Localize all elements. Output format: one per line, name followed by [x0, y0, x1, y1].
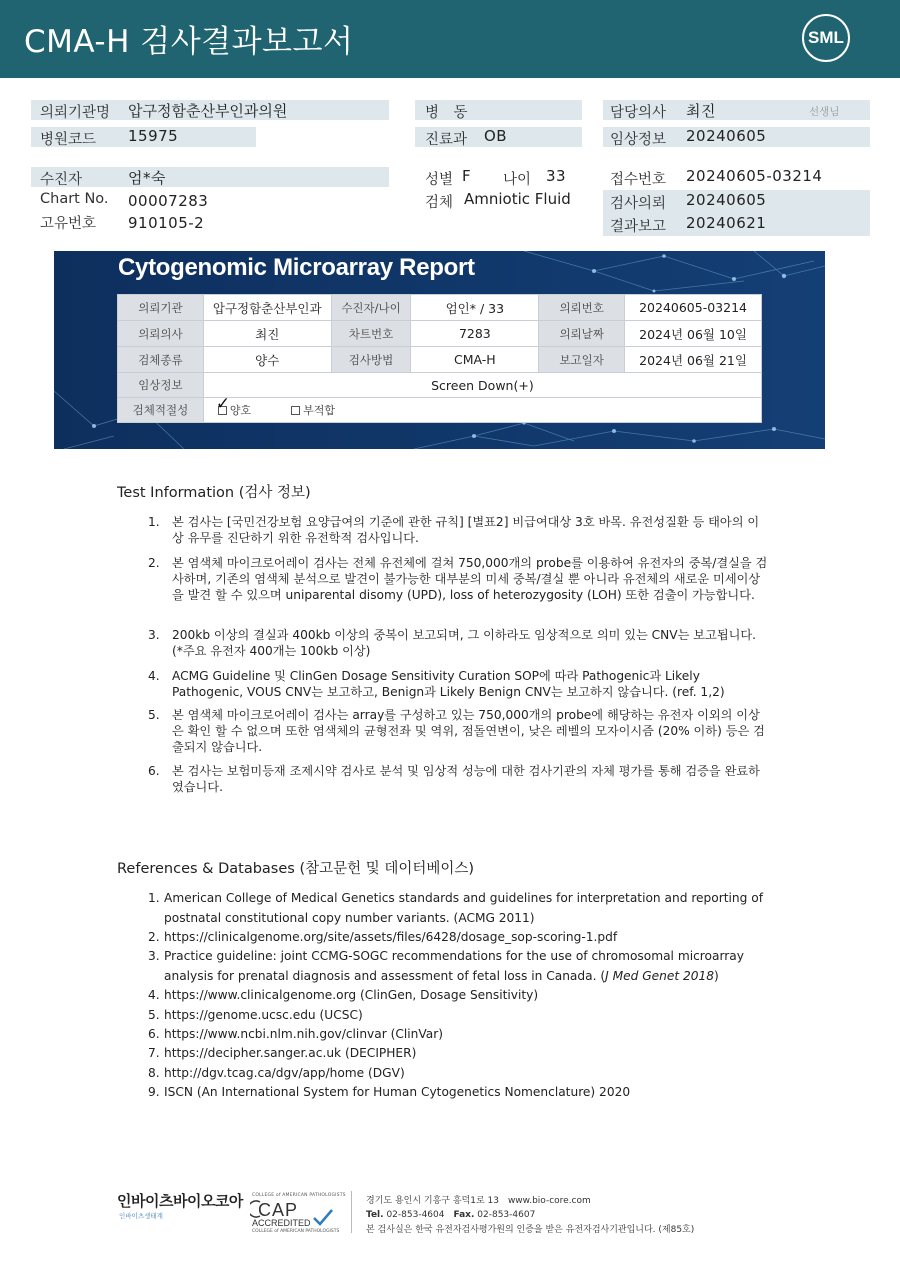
- item-number: 3.: [148, 628, 160, 642]
- test-info-item: [148, 707, 768, 755]
- cell-clinical-value: Screen Down(+): [203, 373, 761, 398]
- ref-number: 4.: [148, 988, 160, 1002]
- ward-label: 병 동: [425, 105, 468, 121]
- specimen-label: 검체: [425, 195, 454, 211]
- name-row-bg: [31, 167, 389, 187]
- cell-patient-label: 수진자/나이: [331, 295, 411, 321]
- cap-check-icon: [312, 1208, 334, 1226]
- cell-reqno-label: 의뢰번호: [539, 295, 625, 321]
- unique-label: 고유번호: [40, 216, 97, 232]
- item-text: 본 염색체 마이크로어레이 검사는 array를 구성하고 있는 750,000개의 probe에 해당하는 유전자 이외의 이상은 확인 할 수 없으며 또한 염색체의 균형전좌 및 역위, 점돌연변이, 낮은 레벨의 모자이시즘 (20% 이하) 등은 검출되지 않습니다.: [172, 708, 765, 754]
- report-label: 결과보고: [610, 219, 667, 235]
- cell-patient-value: 엄인* / 33: [411, 295, 539, 321]
- name-label: 수진자: [40, 172, 83, 188]
- cell-chart-value: 7283: [411, 321, 539, 347]
- option-good-label: 양호: [229, 404, 252, 417]
- ref-number: 7.: [148, 1046, 160, 1060]
- company-sub: 인바이츠생태계: [119, 1212, 163, 1220]
- ref-number: 5.: [148, 1008, 160, 1022]
- ref-number: 8.: [148, 1066, 160, 1080]
- report-banner: [54, 251, 825, 449]
- item-text: 본 염색체 마이크로어레이 검사는 전체 유전체에 걸쳐 750,000개의 probe를 이용하여 유전자의 중복/결실을 검사하며, 기존의 염색체 분석으로 발견이 불가능한 대부분의 미세 중복/결실 뿐 아니라 유전체의 새로운 미세이상을 발견 할 수 있으며 uniparental disomy (UPD), loss of heterozygosity (LOH) 또한 검출이 가능합니다.: [172, 556, 768, 602]
- option-bad-label: 부적합: [303, 404, 335, 417]
- item-text: ACMG Guideline 및 ClinGen Dosage Sensitivity Curation SOP에 따라 Pathogenic과 Likely Pathogenic, VOUS CNV는 보고하고, Benign과 Likely Benign CNV는 보고하지 않습니다. (ref. 1,2): [172, 669, 725, 699]
- cap-seal-icon: [250, 1200, 262, 1218]
- logo-text: SML: [808, 28, 844, 47]
- cap-bottom-text: COLLEGE of AMERICAN PATHOLOGISTS: [252, 1229, 340, 1234]
- check-mark-icon: ✓: [215, 394, 231, 414]
- institution-label: 의뢰기관명: [40, 105, 111, 121]
- test-info-title: Test Information (검사 정보): [117, 485, 311, 501]
- checkbox-empty-icon: [291, 406, 300, 415]
- test-info-item: [148, 763, 768, 795]
- cell-method-label: 검사방법: [331, 347, 411, 373]
- tel-value: 02-853-4604: [386, 1210, 445, 1220]
- chart-label: Chart No.: [40, 191, 109, 207]
- page-title: CMA-H 검사결과보고서: [24, 24, 354, 60]
- cap-accredited: ACCREDITED: [252, 1218, 311, 1228]
- cell-repdate-value: 2024년 06월 21일: [625, 347, 762, 373]
- test-info-item: [148, 627, 768, 659]
- request-label: 검사의뢰: [610, 196, 667, 212]
- clinical-value: 20240605: [686, 127, 767, 145]
- institution-value: 압구정함춘산부인과의원: [128, 102, 288, 120]
- doctor-label: 담당의사: [610, 105, 667, 121]
- cell-doctor-label: 의뢰의사: [118, 321, 204, 347]
- cap-top-text: COLLEGE of AMERICAN PATHOLOGISTS: [252, 1193, 346, 1198]
- ref-text: https://www.clinicalgenome.org (ClinGen, Dosage Sensitivity): [164, 988, 539, 1002]
- ref-number: 9.: [148, 1085, 160, 1099]
- ref-number: 2.: [148, 930, 160, 944]
- ref-number: 1.: [148, 891, 160, 905]
- hospital-code-label: 병원코드: [40, 132, 97, 148]
- hospital-code-value: 15975: [128, 127, 179, 145]
- item-number: 1.: [148, 515, 160, 529]
- receipt-label: 접수번호: [610, 172, 667, 188]
- item-number: 6.: [148, 764, 160, 778]
- footer-contact: [366, 1207, 535, 1220]
- cell-adequacy-value: [203, 394, 761, 423]
- test-info-item: [148, 555, 768, 619]
- ref-text: https://www.ncbi.nlm.nih.gov/clinvar (ClinVar): [164, 1027, 443, 1041]
- ref-number: 6.: [148, 1027, 160, 1041]
- test-info-item: [148, 514, 768, 546]
- chart-value: 00007283: [128, 192, 209, 210]
- ref-text: American College of Medical Genetics standards and guidelines for interpretation and reporting of postnatal constitutional copy number variants. (ACMG 2011): [164, 891, 764, 925]
- footer-address: 경기도 용인시 기흥구 흥덕1로 13 www.bio-core.com: [366, 1196, 591, 1206]
- cell-chart-label: 차트번호: [331, 321, 411, 347]
- item-number: 2.: [148, 556, 160, 570]
- ref-text: https://decipher.sanger.ac.uk (DECIPHER): [164, 1046, 417, 1060]
- ref-text: http://dgv.tcag.ca/dgv/app/home (DGV): [164, 1066, 405, 1080]
- cell-adequacy-label: 검체적절성: [118, 398, 204, 423]
- ref-tail: ): [714, 968, 719, 983]
- cell-spec-value: 양수: [203, 347, 331, 373]
- footer-divider: [351, 1191, 352, 1233]
- age-label: 나이: [503, 172, 532, 188]
- unique-value: 910105-2: [128, 214, 205, 232]
- name-value: 엄*숙: [128, 169, 166, 187]
- cell-inst-label: 의뢰기관: [118, 295, 204, 321]
- cell-spec-label: 검체종류: [118, 347, 204, 373]
- ref-text: https://clinicalgenome.org/site/assets/files/6428/dosage_sop-scoring-1.pdf: [164, 930, 618, 944]
- footer-notice: 본 검사실은 한국 유전자검사평가원의 인증을 받은 유전자검사기관입니다. (제85호): [366, 1225, 695, 1235]
- ref-text: https://genome.ucsc.edu (UCSC): [164, 1008, 363, 1022]
- ref-text: [164, 947, 788, 986]
- cell-clinical-label: 임상정보: [118, 373, 204, 398]
- age-value: 33: [546, 167, 567, 185]
- cell-repdate-label: 보고일자: [539, 347, 625, 373]
- ref-number: 3.: [148, 949, 160, 963]
- company-logo: 인바이츠바이오코아: [117, 1192, 243, 1210]
- item-number: 5.: [148, 708, 160, 722]
- banner-title: Cytogenomic Microarray Report: [118, 254, 475, 281]
- cell-reqdate-value: 2024년 06월 10일: [625, 321, 762, 347]
- option-bad: [291, 404, 335, 417]
- cell-doctor-value: 최진: [203, 321, 331, 347]
- cap-logo: CAP: [258, 1200, 299, 1220]
- item-text: 본 검사는 보험미등재 조제시약 검사로 분석 및 임상적 성능에 대한 검사기관의 자체 평가를 통해 검증을 완료하였습니다.: [172, 764, 760, 794]
- specimen-value: Amniotic Fluid: [464, 190, 571, 208]
- sex-label: 성별: [425, 172, 454, 188]
- tel-label: Tel.: [366, 1210, 384, 1220]
- dept-label: 진료과: [425, 132, 468, 148]
- doctor-value: 최진: [686, 102, 716, 120]
- dept-value: OB: [484, 127, 508, 145]
- cell-reqno-value: 20240605-03214: [625, 295, 762, 321]
- fax-value: 02-853-4607: [477, 1210, 536, 1220]
- cell-inst-value: 압구정함춘산부인과: [203, 295, 331, 321]
- ref-text: ISCN (An International System for Human Cytogenetics Nomenclature) 2020: [164, 1085, 631, 1099]
- references-title: References & Databases (참고문헌 및 데이터베이스): [117, 861, 475, 877]
- header-bar: [0, 0, 900, 78]
- clinical-label: 임상정보: [610, 132, 667, 148]
- sex-value: F: [462, 167, 472, 185]
- ref-text-main: Practice guideline: joint CCMG-SOGC recommendations for the use of chromosomal microarray analysis for prenatal diagnosis and assessment of fetal loss in Canada. (: [164, 949, 744, 983]
- cell-method-value: CMA-H: [411, 347, 539, 373]
- item-number: 4.: [148, 669, 160, 683]
- report-info-table: [117, 294, 762, 423]
- ref-journal: J Med Genet 2018: [605, 968, 715, 983]
- cell-reqdate-label: 의뢰날짜: [539, 321, 625, 347]
- fax-label: Fax.: [453, 1210, 475, 1220]
- doctor-suffix: 선생님: [809, 106, 840, 118]
- report-value: 20240621: [686, 214, 767, 232]
- receipt-value: 20240605-03214: [686, 167, 823, 185]
- item-text: 본 검사는 [국민건강보험 요양급여의 기준에 관한 규칙] [별표2] 비급여대상 3호 바목. 유전성질환 등 태아의 이상 유무를 진단하기 위한 유전학적 검사입니다.: [172, 515, 760, 545]
- request-value: 20240605: [686, 191, 767, 209]
- test-info-item: [148, 668, 768, 700]
- item-text: 200kb 이상의 결실과 400kb 이상의 중복이 보고되며, 그 이하라도 임상적으로 의미 있는 CNV는 보고됩니다. (*주요 유전자 400개는 100kb 이상): [172, 628, 757, 658]
